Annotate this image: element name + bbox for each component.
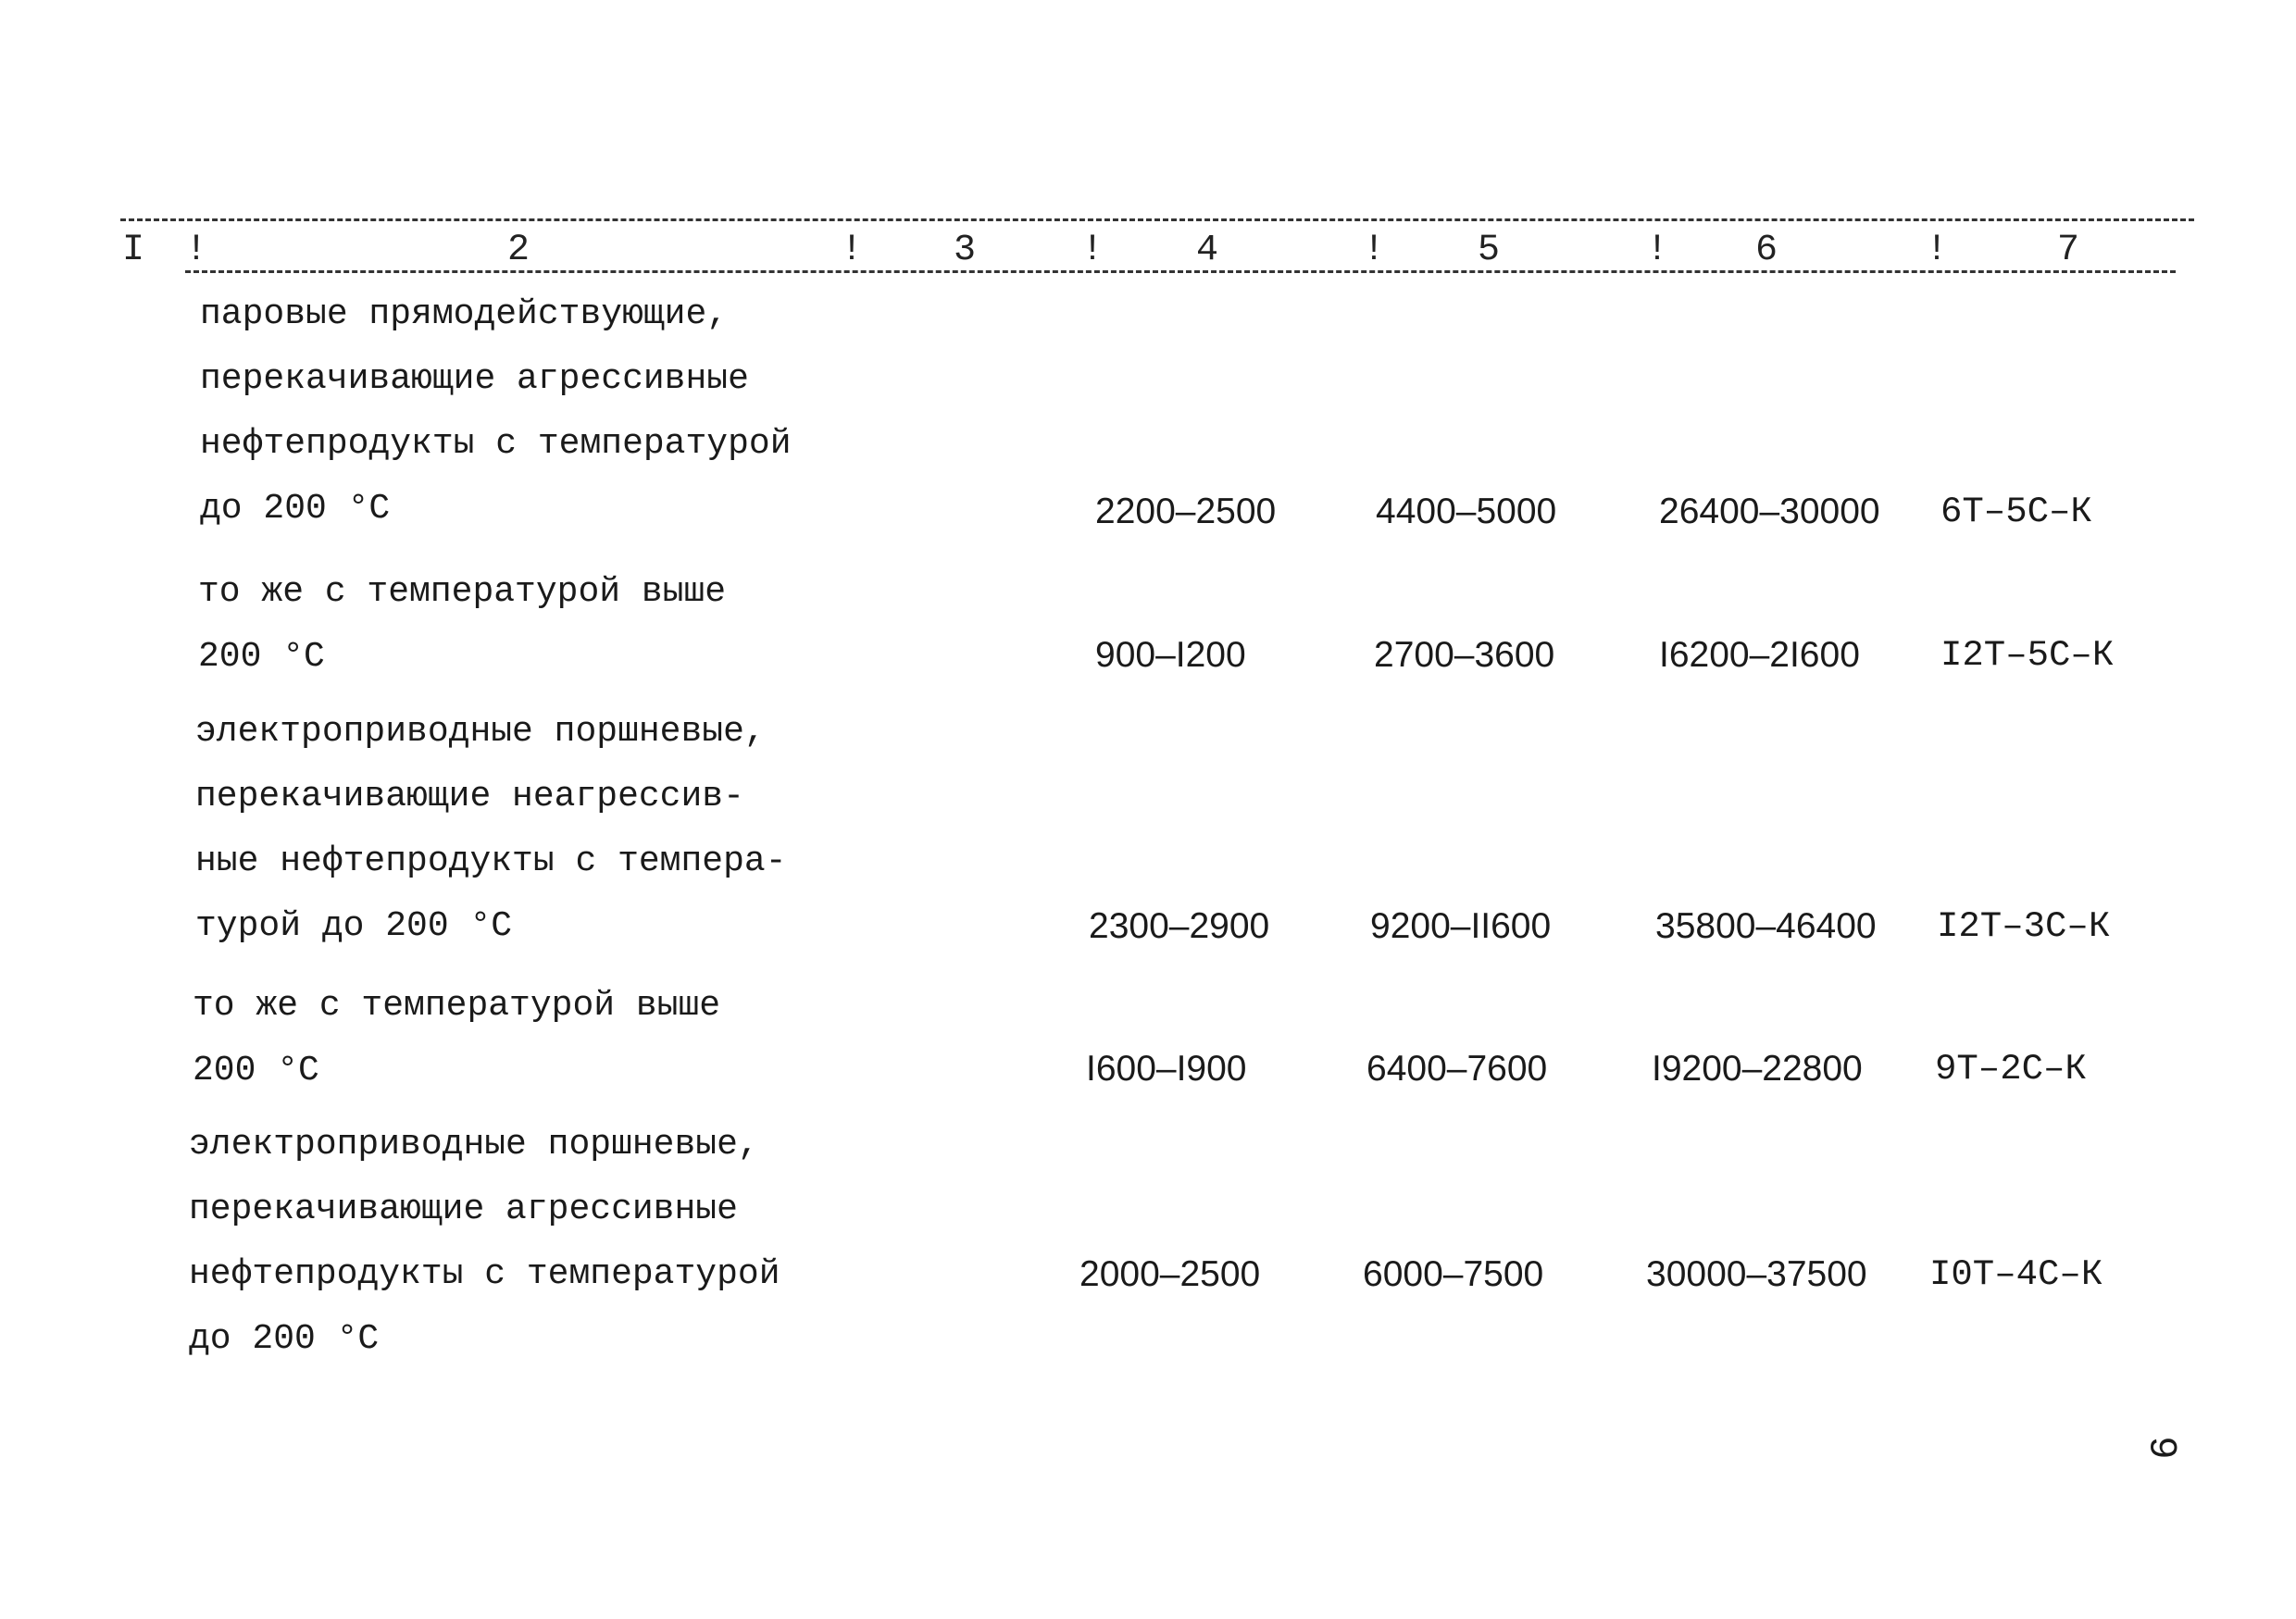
table-row-description: электроприводные поршневые, перекачивающие неагрессив- ные нефтепродукты с темпера- турой до 200 °С [195,712,787,946]
header-col-1: I [122,230,145,271]
table-row-description: паровые прямодействующие, перекачивающие агрессивные нефтепродукты с температурой до 200 °С [200,294,792,529]
header-col-5: 5 [1478,230,1501,271]
header-separator: ! [1363,230,1386,271]
header-separator: ! [1081,230,1104,271]
header-separator: ! [1926,230,1949,271]
table-header-rule [185,270,2176,273]
table-cell-col6: 30000–37500 [1646,1254,1867,1294]
table-cell-col5: 2700–3600 [1374,635,1555,675]
table-cell-col7: I2Т–3С–К [1937,906,2111,947]
header-col-7: 7 [2057,230,2080,271]
table-cell-col7: 9Т–2С–К [1935,1049,2087,1090]
table-cell-col4: I600–I900 [1086,1049,1247,1089]
table-row-description: то же с температурой выше 200 °С [198,572,727,677]
header-col-4: 4 [1196,230,1219,271]
table-cell-col6: 35800–46400 [1655,906,1877,946]
table-cell-col7: I2Т–5С–К [1940,635,2115,676]
table-cell-col6: I9200–22800 [1652,1049,1863,1089]
table-cell-col5: 9200–II600 [1370,906,1552,946]
header-col-6: 6 [1755,230,1778,271]
header-separator: ! [841,230,864,271]
page-number: 9 [2139,1436,2184,1460]
table-row-description: электроприводные поршневые, перекачивающие агрессивные нефтепродукты с температурой до 200 °С [189,1125,780,1359]
table-cell-col4: 2000–2500 [1079,1254,1261,1294]
table-cell-col7: 6Т–5С–К [1940,492,2092,532]
header-separator: ! [185,230,208,271]
table-cell-col6: I6200–2I600 [1659,635,1860,675]
table-cell-col4: 900–I200 [1095,635,1246,675]
table-cell-col6: 26400–30000 [1659,492,1880,531]
header-col-2: 2 [507,230,530,271]
table-cell-col5: 4400–5000 [1376,492,1557,531]
header-col-3: 3 [954,230,977,271]
table-top-rule [120,218,2194,221]
table-header-row [0,230,2296,276]
table-cell-col4: 2200–2500 [1095,492,1277,531]
table-row-description: то же с температурой выше 200 °С [193,986,721,1090]
header-separator: ! [1646,230,1669,271]
table-cell-col5: 6000–7500 [1363,1254,1544,1294]
table-cell-col4: 2300–2900 [1089,906,1270,946]
table-cell-col5: 6400–7600 [1366,1049,1548,1089]
table-cell-col7: I0Т–4С–К [1929,1254,2103,1295]
